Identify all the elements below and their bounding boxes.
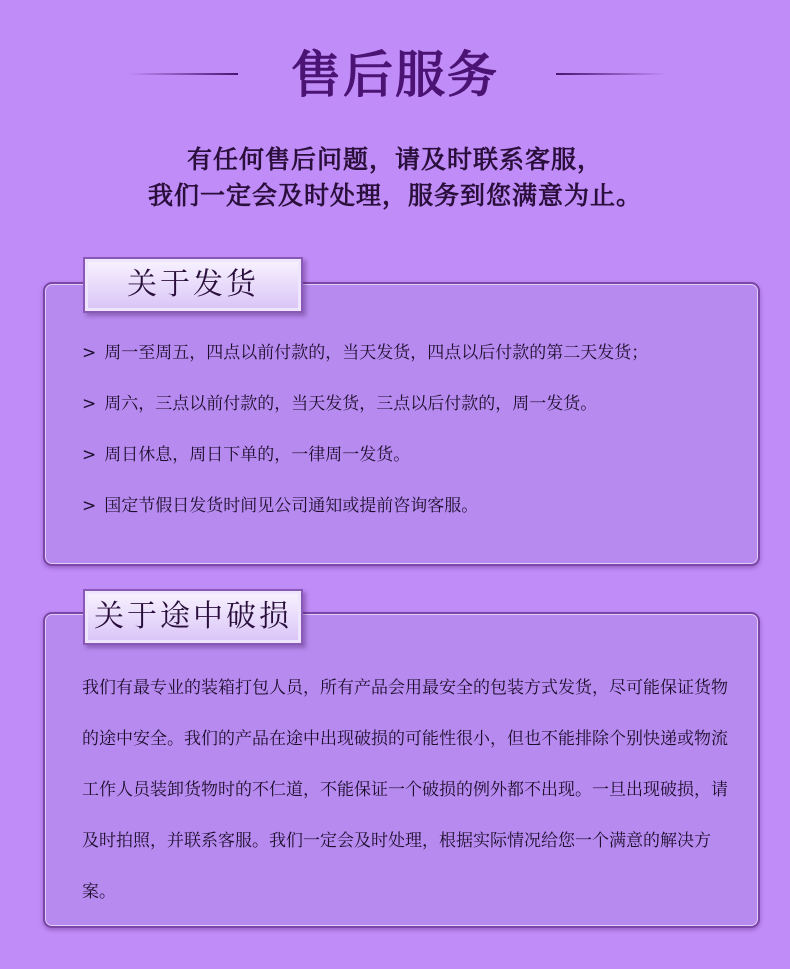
list-item-text: 周一至周五，四点以前付款的，当天发货，四点以后付款的第二天发货； xyxy=(104,343,649,363)
shipping-list xyxy=(82,333,742,537)
intro-line-2: 我们一定会及时处理，服务到您满意为止。 xyxy=(147,181,642,210)
bullet-marker: > xyxy=(82,394,97,414)
bullet-marker: > xyxy=(82,496,97,516)
bullet-marker: > xyxy=(82,343,97,363)
list-item xyxy=(82,435,742,486)
list-item xyxy=(82,333,742,384)
list-item-text: 周六，三点以前付款的，当天发货，三点以后付款的，周一发货。 xyxy=(104,394,598,414)
bullet-marker: > xyxy=(82,445,97,465)
damage-section-heading: 关于途中破损 xyxy=(83,589,303,645)
intro-text xyxy=(0,142,790,214)
list-item-text: 周日休息，周日下单的，一律周一发货。 xyxy=(104,445,411,465)
intro-line-1: 有任何售后问题，请及时联系客服， xyxy=(186,145,603,174)
list-item xyxy=(82,486,742,537)
page-title: 售后服务 xyxy=(291,46,499,104)
list-item xyxy=(82,384,742,435)
list-item-text: 国定节假日发货时间见公司通知或提前咨询客服。 xyxy=(104,496,479,516)
damage-paragraph: 我们有最专业的装箱打包人员，所有产品会用最安全的包装方式发货，尽可能保证货物的途中安全。我们的产品在途中出现破损的可能性很小，但也不能排除个别快递或物流工作人员装卸货物时的不仁道，不能保证一个破损的例外都不出现。一旦出现破损，请及时拍照，并联系客服。我们一定会及时处理，根据实际情况给您一个满意的解决方案。 xyxy=(82,678,728,902)
title-decoration-right xyxy=(556,73,666,75)
shipping-section-heading: 关于发货 xyxy=(83,257,303,313)
